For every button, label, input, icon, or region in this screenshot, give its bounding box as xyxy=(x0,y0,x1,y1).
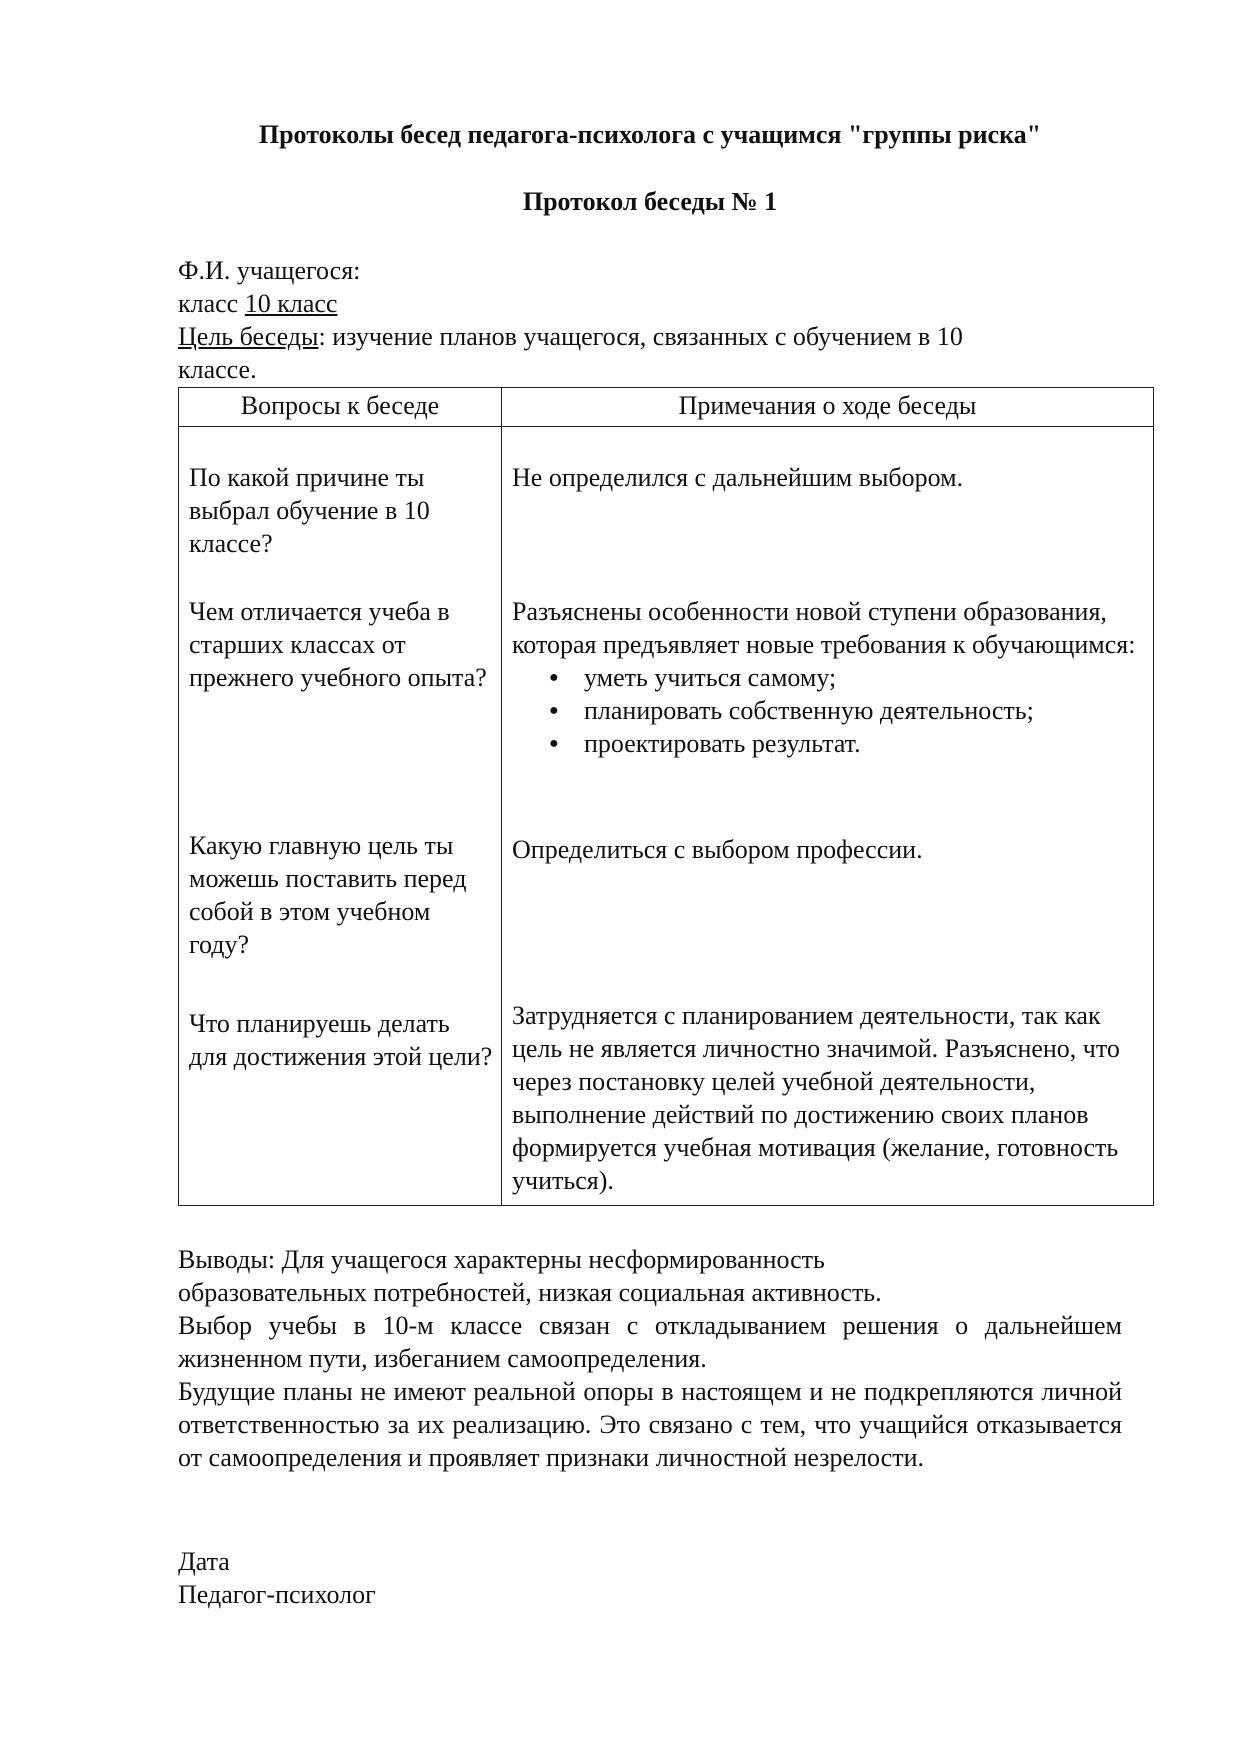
conclusion-paragraph-1: Выводы: Для учащегося характерны несформированность образовательных потребностей, низкая социальная активность. xyxy=(178,1245,882,1307)
goal-line xyxy=(178,320,1122,353)
note-4: Затрудняется с планированием деятельности, так как цель не является личностно значимой. Разъяснено, что через постановку целей учебной деятельности, выполнение действий по достижению своих планов формируется учебная мотивация (желание, готовность учиться). xyxy=(512,1001,1120,1195)
goal-label: Цель беседы xyxy=(178,322,319,351)
note-2 xyxy=(512,595,1152,760)
list-item: ● проектировать результат. xyxy=(584,727,1152,760)
question-2: Чем отличается учеба в старших классах от прежнего учебного опыта? xyxy=(189,597,487,692)
class-label: класс xyxy=(178,289,239,318)
conclusion-paragraph-2: Выбор учебы в 10-м классе связан с откладыванием решения о дальнейшем жизненном пути, избеганием самоопределения. xyxy=(178,1311,1122,1373)
goal-text: : изучение планов учащегося, связанных с обучением в 10 xyxy=(318,322,963,351)
date-label: Дата xyxy=(178,1547,230,1576)
goal-text-continued: классе. xyxy=(178,355,257,384)
document-title: Протоколы бесед педагога-психолога с учащимся "группы риска" xyxy=(258,120,1042,149)
column-header-questions: Вопросы к беседе xyxy=(179,388,502,427)
signature-block xyxy=(178,1545,376,1611)
list-item: ● уметь учиться самому; xyxy=(584,661,1152,694)
protocol-subtitle: Протокол беседы № 1 xyxy=(522,187,778,216)
note-3: Определиться с выбором профессии. xyxy=(512,835,923,864)
question-1: По какой причине ты выбрал обучение в 10 классе? xyxy=(189,463,430,558)
student-info xyxy=(178,254,1122,386)
question-3: Какую главную цель ты можешь поставить перед собой в этом учебном году? xyxy=(189,831,467,959)
student-name-label: Ф.И. учащегося: xyxy=(178,256,361,285)
list-item: ● планировать собственную деятельность; xyxy=(584,694,1152,727)
table-header-row xyxy=(179,388,1154,427)
conclusion-paragraph-3: Будущие планы не имеют реальной опоры в настоящем и не подкрепляются личной ответственностью за их реализацию. Это связано с тем, что учащийся отказывается от самоопределения и проявляет признаки личностной незрелости. xyxy=(178,1377,1122,1472)
table-row xyxy=(179,427,1154,1206)
signature-label: Педагог-психолог xyxy=(178,1580,376,1609)
column-header-notes: Примечания о ходе беседы xyxy=(502,388,1154,427)
class-value: 10 класс xyxy=(244,289,338,318)
conclusions xyxy=(178,1243,1122,1474)
question-4: Что планируешь делать для достижения этой цели? xyxy=(189,1009,493,1071)
class-line xyxy=(178,287,1122,320)
conversation-table xyxy=(178,387,1154,1206)
note-1: Не определился с дальнейшим выбором. xyxy=(512,463,964,492)
notes-cell xyxy=(502,427,1154,1206)
questions-cell xyxy=(179,427,502,1206)
requirements-list xyxy=(512,661,1152,760)
note-2-text: Разъяснены особенности новой ступени образования, которая предъявляет новые требования к обучающимся: xyxy=(512,597,1136,659)
